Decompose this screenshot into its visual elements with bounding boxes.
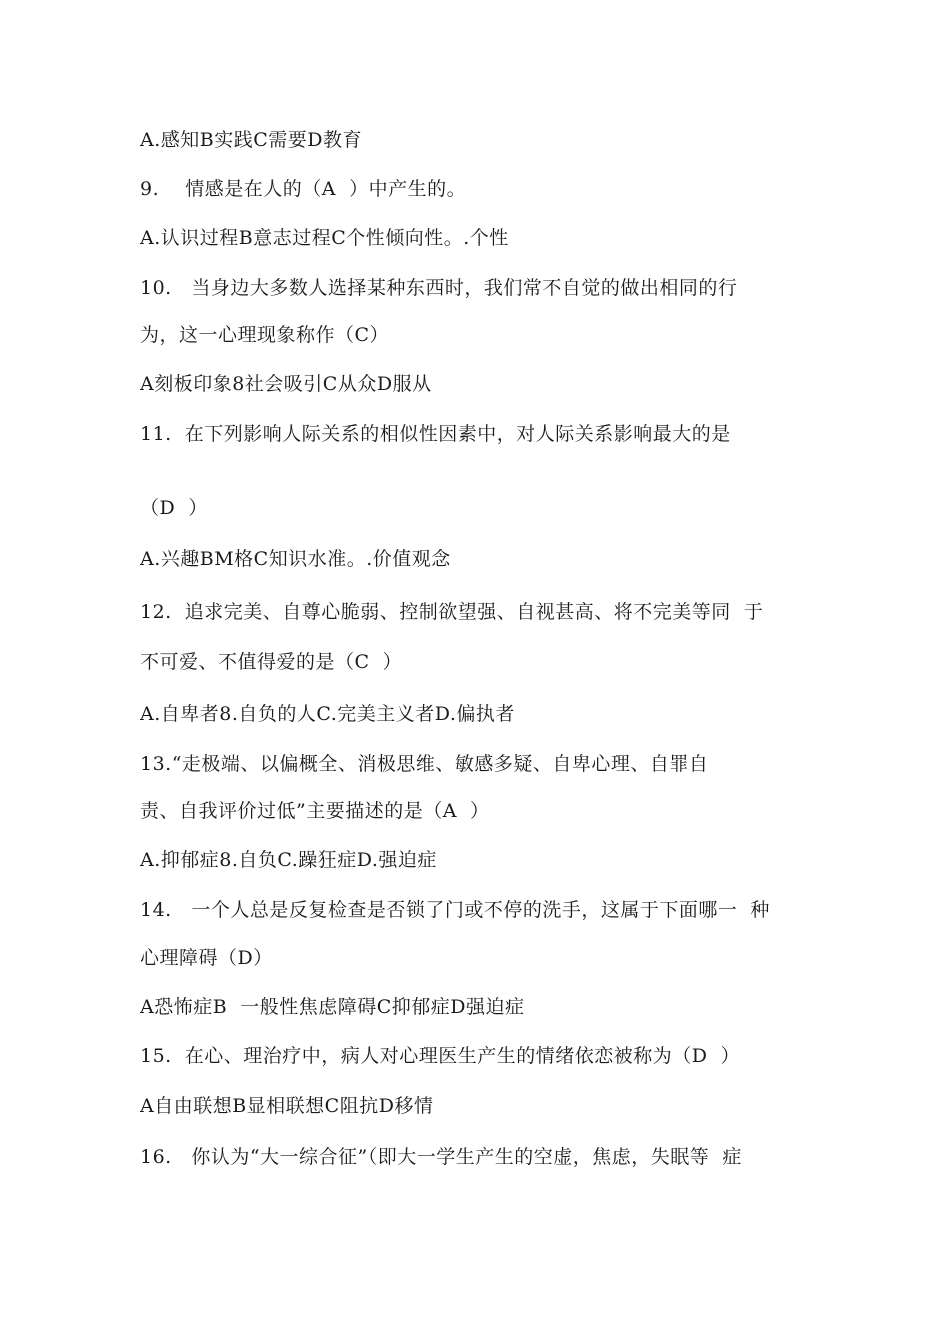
question-16-line-1: 16. 你认为“大一综合征”（即大一学生产生的空虚，焦虑，失眠等 症 (140, 1146, 742, 1168)
answer-options-q10: A刻板印象8社会吸引C从众D服从 (140, 373, 432, 395)
question-11-line-2: （D ） (140, 497, 208, 519)
question-13-line-1: 13.“走极端、以偏概全、消极思维、敏感多疑、自卑心理、自罪自 (140, 753, 709, 775)
answer-options-q9: A.认识过程B意志过程C个性倾向性。.个性 (140, 227, 509, 249)
question-10-line-1: 10. 当身边大多数人选择某种东西时，我们常不自觉的做出相同的行 (140, 277, 738, 299)
answer-options-q11: A.兴趣BM格C知识水准。.价值观念 (140, 548, 451, 570)
question-10-line-2: 为，这一心理现象称作（C） (140, 324, 390, 346)
question-14-line-2: 心理障碍（D） (140, 947, 273, 969)
question-12-line-2: 不可爱、不值得爱的是（C ） (140, 651, 403, 673)
question-11-line-1: 11. 在下列影响人际关系的相似性因素中，对人际关系影响最大的是 (140, 423, 731, 445)
answer-options-q15: A自由联想B显相联想C阻抗D移情 (140, 1095, 434, 1117)
answer-options-q12: A.自卑者8.自负的人C.完美主义者D.偏执者 (140, 703, 515, 725)
question-14-line-1: 14. 一个人总是反复检查是否锁了门或不停的洗手，这属于下面哪一 种 (140, 899, 770, 921)
answer-options-q8: A.感知B实践C需要D教育 (140, 129, 362, 151)
question-12-line-1: 12. 追求完美、自尊心脆弱、控制欲望强、自视甚高、将不完美等同 于 (140, 601, 764, 623)
answer-options-q14: A恐怖症B 一般性焦虑障碍C抑郁症D强迫症 (140, 996, 525, 1018)
question-9: 9. 情感是在人的（A ）中产生的。 (140, 178, 467, 200)
question-13-line-2: 责、自我评价过低”主要描述的是（A ） (140, 800, 490, 822)
answer-options-q13: A.抑郁症8.自负C.躁狂症D.强迫症 (140, 849, 437, 871)
question-15: 15. 在心、理治疗中，病人对心理医生产生的情绪依恋被称为（D ） (140, 1045, 741, 1067)
